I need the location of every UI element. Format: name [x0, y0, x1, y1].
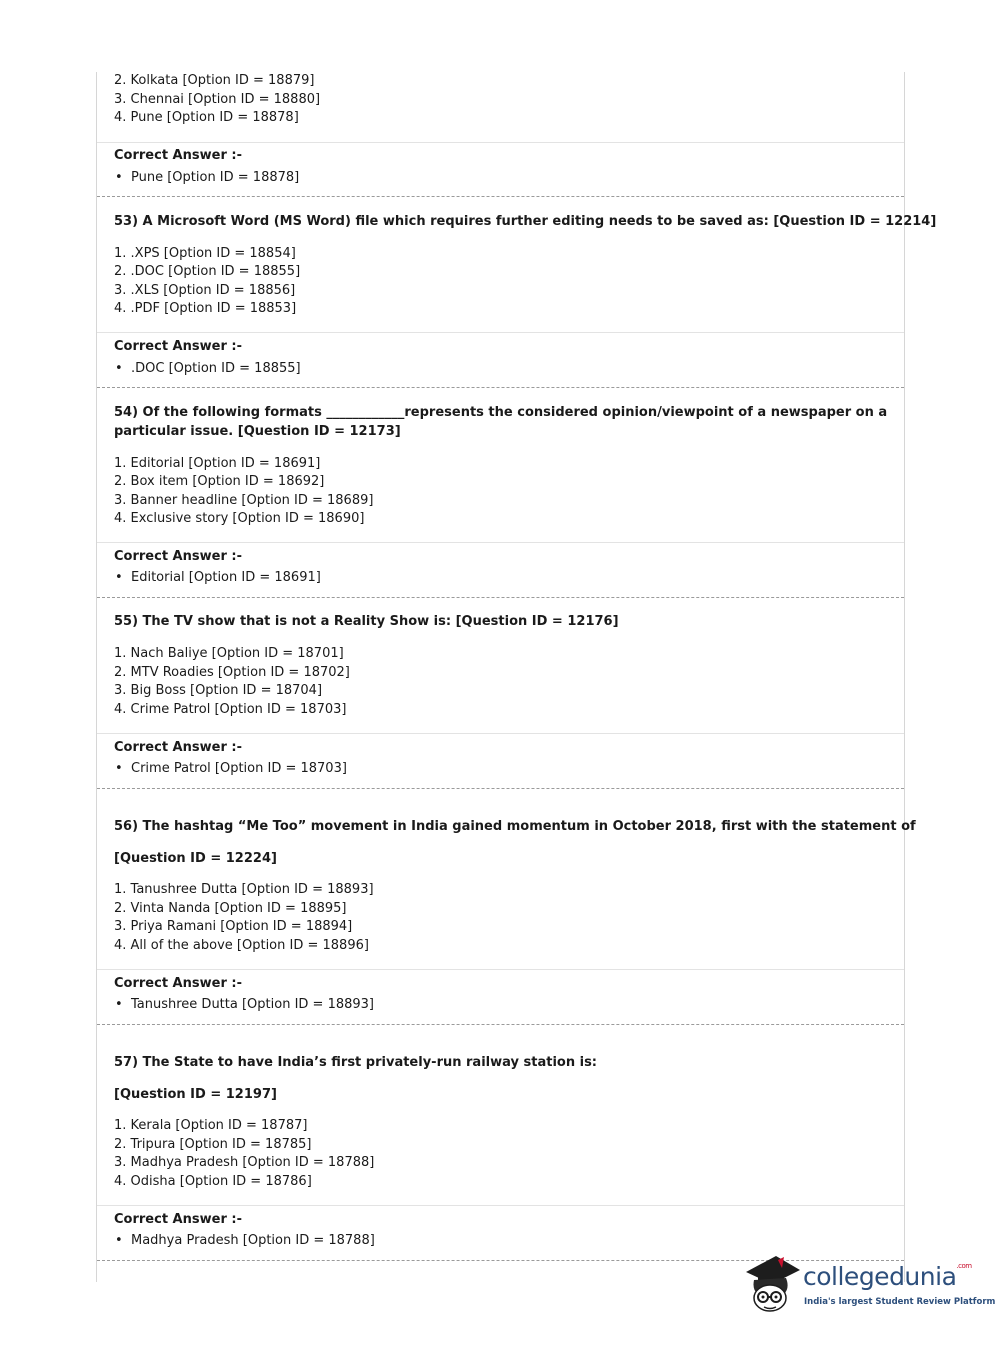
question-divider [97, 196, 904, 197]
question-text: 56) The hashtag “Me Too” movement in India gained momentum in October 2018, first with the statement of [114, 819, 916, 834]
section-divider [97, 542, 904, 543]
option-item: 4. Odisha [Option ID = 18786] [114, 1174, 312, 1189]
option-item: 2. Kolkata [Option ID = 18879] [114, 73, 315, 88]
correct-answer: • .DOC [Option ID = 18855] [114, 360, 301, 378]
option-item: 4. Exclusive story [Option ID = 18690] [114, 511, 365, 526]
option-item: 3. Big Boss [Option ID = 18704] [114, 683, 323, 698]
question-text: 57) The State to have India’s first privately-run railway station is: [114, 1055, 597, 1070]
question-divider [97, 597, 904, 598]
option-item: 3. Banner headline [Option ID = 18689] [114, 493, 374, 508]
question-text: [Question ID = 12224] [114, 851, 277, 866]
logo-name: collegedunia [803, 1262, 957, 1291]
option-item: 2. MTV Roadies [Option ID = 18702] [114, 665, 350, 680]
correct-answer-label: Correct Answer :- [114, 976, 242, 991]
option-item: 2. Tripura [Option ID = 18785] [114, 1137, 312, 1152]
option-item: 1. Kerala [Option ID = 18787] [114, 1118, 308, 1133]
correct-answer: • Crime Patrol [Option ID = 18703] [114, 760, 347, 778]
question-text: 54) Of the following formats ____________represents the considered opinion/viewpoint of a newspaper on a [114, 405, 888, 420]
correct-answer: • Madhya Pradesh [Option ID = 18788] [114, 1232, 375, 1250]
option-item: 4. Pune [Option ID = 18878] [114, 110, 299, 125]
correct-answer-label: Correct Answer :- [114, 740, 242, 755]
option-item: 1. Nach Baliye [Option ID = 18701] [114, 646, 344, 661]
option-item: 2. .DOC [Option ID = 18855] [114, 264, 301, 279]
question-text: [Question ID = 12197] [114, 1087, 277, 1102]
logo-wordmark [803, 1262, 972, 1291]
option-item: 4. Crime Patrol [Option ID = 18703] [114, 702, 347, 717]
correct-answer: • Tanushree Dutta [Option ID = 18893] [114, 996, 374, 1014]
option-item: 1. .XPS [Option ID = 18854] [114, 246, 296, 261]
question-text: particular issue. [Question ID = 12173] [114, 424, 401, 439]
option-item: 2. Vinta Nanda [Option ID = 18895] [114, 901, 347, 916]
mascot-icon [744, 1250, 804, 1316]
option-item: 1. Editorial [Option ID = 18691] [114, 456, 321, 471]
correct-answer-label: Correct Answer :- [114, 1212, 242, 1227]
collegedunia-logo [744, 1250, 996, 1316]
correct-answer: • Pune [Option ID = 18878] [114, 169, 299, 187]
section-divider [97, 969, 904, 970]
correct-answer-label: Correct Answer :- [114, 148, 242, 163]
correct-answer: • Editorial [Option ID = 18691] [114, 569, 321, 587]
option-item: 1. Tanushree Dutta [Option ID = 18893] [114, 882, 374, 897]
logo-tagline: India's largest Student Review Platform [804, 1297, 996, 1307]
option-item: 4. .PDF [Option ID = 18853] [114, 301, 297, 316]
section-divider [97, 142, 904, 143]
question-divider [97, 788, 904, 789]
section-divider [97, 332, 904, 333]
option-item: 3. Priya Ramani [Option ID = 18894] [114, 919, 353, 934]
section-divider [97, 1205, 904, 1206]
question-divider [97, 387, 904, 388]
correct-answer-label: Correct Answer :- [114, 339, 242, 354]
option-item: 3. .XLS [Option ID = 18856] [114, 283, 296, 298]
option-item: 2. Box item [Option ID = 18692] [114, 474, 325, 489]
option-item: 4. All of the above [Option ID = 18896] [114, 938, 369, 953]
option-item: 3. Madhya Pradesh [Option ID = 18788] [114, 1155, 375, 1170]
question-text: 53) A Microsoft Word (MS Word) file which requires further editing needs to be saved as: [Question ID = 12214] [114, 214, 937, 229]
logo-dotcom: .com [956, 1262, 972, 1270]
question-text: 55) The TV show that is not a Reality Show is: [Question ID = 12176] [114, 614, 619, 629]
option-item: 3. Chennai [Option ID = 18880] [114, 92, 321, 107]
question-divider [97, 1024, 904, 1025]
section-divider [97, 733, 904, 734]
correct-answer-label: Correct Answer :- [114, 549, 242, 564]
